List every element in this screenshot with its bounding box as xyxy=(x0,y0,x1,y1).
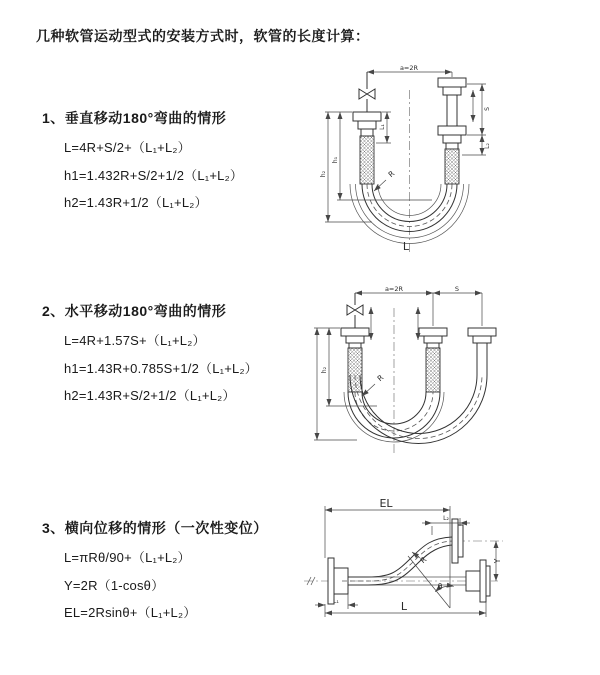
valve-icon xyxy=(359,72,375,112)
dim-a2r-label: a=2R xyxy=(384,285,404,293)
section-1-heading: 1、垂直移动180°弯曲的情形 xyxy=(42,110,227,126)
radius-callout xyxy=(362,373,385,396)
dim-y-label: Y xyxy=(493,558,502,564)
dim-y xyxy=(493,541,502,581)
section-2-formula-h1: h1=1.43R+0.785S+1/2（L₁+L₂） xyxy=(64,361,258,376)
dim-el-label: EL xyxy=(379,497,393,510)
section-2-formula-h2: h2=1.43R+S/2+1/2（L₁+L₂） xyxy=(64,388,236,403)
section-3-formula-L: L=πRθ/90+（L₁+L₂） xyxy=(64,550,191,565)
angle-theta-label: θ xyxy=(437,582,443,591)
dim-l xyxy=(325,600,486,617)
dim-h2-label: h₂ xyxy=(320,170,327,178)
valve-icon xyxy=(347,293,363,328)
radius-label: R xyxy=(375,372,386,384)
dim-s-label: S xyxy=(454,285,460,293)
section-2-heading: 2、水平移动180°弯曲的情形 xyxy=(42,303,227,319)
section-3-formula-EL: EL=2Rsinθ+（L₁+L₂） xyxy=(64,605,197,620)
section-1-formula-h2: h2=1.43R+1/2（L₁+L₂） xyxy=(64,195,208,210)
displaced-flange xyxy=(452,519,463,563)
dim-l-label: L xyxy=(400,600,408,613)
diagram-lateral-displacement xyxy=(298,496,600,642)
dim-a2r-label: a=2R xyxy=(399,64,419,72)
left-hose-fitting xyxy=(353,112,381,184)
dim-l2-label: L₂ xyxy=(484,143,491,149)
left-hose-fitting xyxy=(341,328,369,392)
length-label: L xyxy=(402,240,410,253)
dim-s xyxy=(433,285,482,326)
shifted-hose-fitting xyxy=(468,328,496,375)
dim-h2-label: h₂ xyxy=(321,366,328,374)
radius-callout xyxy=(412,552,428,565)
diagram-vertical-180-bend xyxy=(312,64,594,264)
right-hose-fitting xyxy=(438,78,466,184)
dim-l2 xyxy=(462,135,491,155)
dim-s-label: S xyxy=(484,107,491,111)
dim-a2r xyxy=(355,285,433,293)
dim-a2r xyxy=(367,64,452,77)
hose-s-curve xyxy=(342,537,452,585)
dim-el xyxy=(325,497,450,558)
section-2-formula-L: L=4R+1.57S+（L₁+L₂） xyxy=(64,333,206,348)
dim-s xyxy=(467,84,491,135)
dim-h1-label: h₁ xyxy=(332,156,339,164)
dim-l1 xyxy=(315,594,358,617)
section-1-formula-L: L=4R+S/2+（L₁+L₂） xyxy=(64,140,191,155)
dim-l1-label: L₁ xyxy=(333,598,339,605)
middle-hose-fitting xyxy=(419,328,447,392)
radius-label: R xyxy=(418,554,429,566)
hose-u-bend-position-2 xyxy=(350,372,487,444)
radius-callout xyxy=(374,169,396,191)
radius-label: R xyxy=(386,168,397,180)
diagram-horizontal-180-bend xyxy=(305,280,597,468)
dim-l2-label: L₂ xyxy=(443,515,449,522)
dim-l1-label: L₁ xyxy=(379,124,386,130)
section-3-formula-Y: Y=2R（1-cosθ） xyxy=(64,578,165,593)
section-1-formula-h1: h1=1.432R+S/2+1/2（L₁+L₂） xyxy=(64,168,244,183)
section-3-heading: 3、横向位移的情形（一次性变位） xyxy=(42,520,268,536)
page-title: 几种软管运动型式的安装方式时，软管的长度计算： xyxy=(36,28,370,44)
